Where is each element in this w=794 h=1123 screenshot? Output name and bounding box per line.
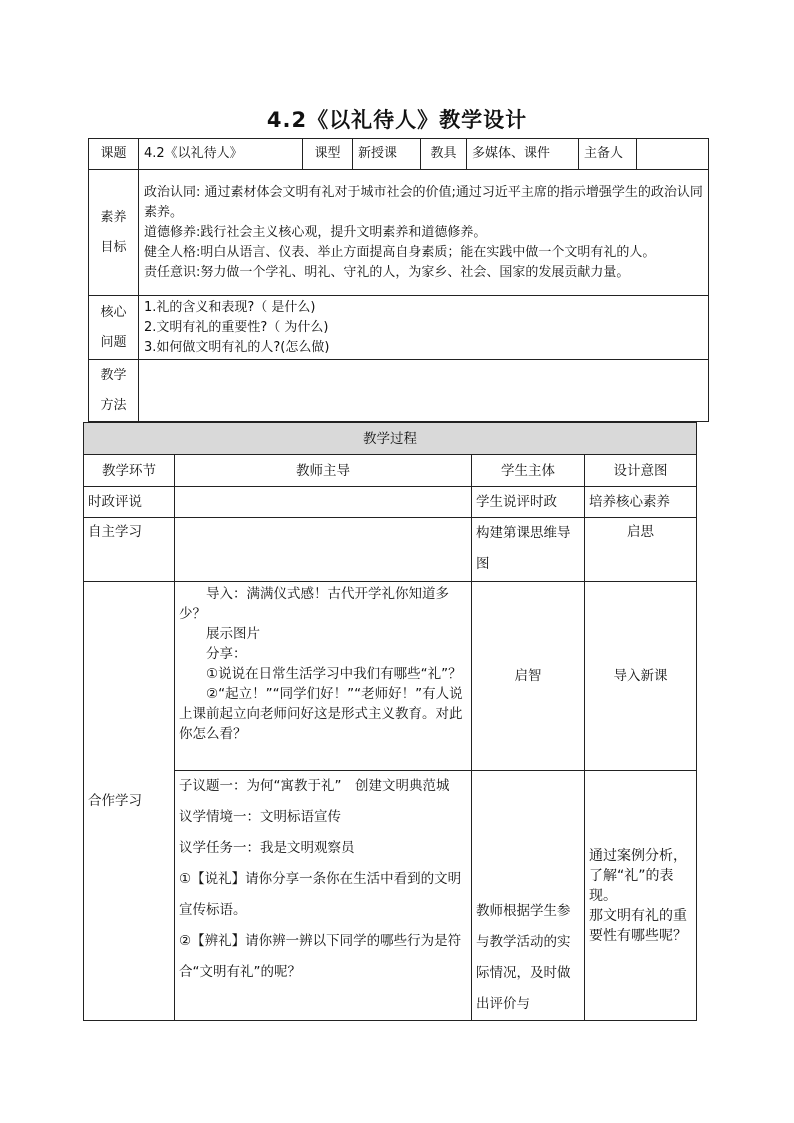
teacher-cell: [175, 487, 472, 518]
column-header: 学生主体: [472, 455, 585, 487]
core-line: 1.礼的含义和表现?（ 是什么): [144, 299, 316, 315]
intent-line: 那文明有礼的重要性有哪些呢？: [589, 907, 687, 944]
topic-label: 课题: [89, 139, 139, 170]
method-row: [89, 360, 709, 422]
goals-label: [89, 170, 139, 296]
intent-cell: 培养核心素养: [585, 487, 697, 518]
core-label-line: 核心: [100, 304, 127, 320]
core-line: 2.文明有礼的重要性?（ 为什么): [144, 319, 329, 335]
column-header: 教师主导: [175, 455, 472, 487]
type-value: 新授课: [353, 139, 421, 170]
core-line: 3.如何做文明有礼的人?(怎么做): [144, 339, 330, 355]
teacher-line: ①说说在日常生活学习中我们有哪些“礼”？: [206, 666, 462, 682]
method-label: [89, 360, 139, 422]
student-cell: 启智: [472, 582, 585, 771]
student-cell: 构建第课思维导图: [472, 518, 585, 582]
header-row: [89, 139, 709, 170]
goal-line: 责任意识:努力做一个学礼、明礼、守礼的人，为家乡、社会、国家的发展贡献力量。: [144, 264, 630, 280]
teacher-line: ②“起立！”“同学们好！”“老师好！”有人说上课前起立向老师问好这是形式主义教育。对此你怎么看？: [179, 686, 463, 742]
student-cell: 学生说评时政: [472, 487, 585, 518]
method-label-line: 教学: [100, 367, 127, 383]
goals-row: [89, 170, 709, 296]
intent-cell: 导入新课: [585, 582, 697, 771]
goal-line: 政治认同: 通过素材体会文明有礼对于城市社会的价值;通过习近平主席的指示增强学生的政治认同素养。: [144, 184, 703, 220]
intent-cell: 启思: [585, 518, 697, 582]
page-title: 4.2《以礼待人》教学设计: [266, 108, 528, 132]
teacher-cell: [175, 518, 472, 582]
stage-cell: 自主学习: [84, 518, 175, 582]
tools-label: 教具: [421, 139, 467, 170]
goals-label-line: 素养: [100, 209, 127, 225]
table-row: [84, 771, 697, 1021]
goal-line: 道德修养:践行社会主义核心观，提升文明素养和道德修养。: [144, 224, 487, 240]
lesson-info-table: [88, 138, 709, 422]
process-columns-row: [84, 455, 697, 487]
teacher-line: ①【说礼】请你分享一条你在生活中看到的文明宣传标语。: [179, 871, 462, 918]
topic-value: 4.2《以礼待人》: [139, 139, 303, 170]
teacher-line: 导入：满满仪式感！古代开学礼你知道多少？: [179, 586, 449, 622]
preparer-label: 主备人: [579, 139, 637, 170]
type-label: 课型: [303, 139, 353, 170]
method-label-line: 方法: [100, 397, 127, 413]
core-content: [139, 296, 709, 360]
process-heading-row: [84, 423, 697, 455]
teacher-cell: [175, 771, 472, 1021]
table-row: [84, 487, 697, 518]
teacher-cell: [175, 582, 472, 771]
table-row: [84, 582, 697, 771]
goals-content: [139, 170, 709, 296]
process-heading: 教学过程: [84, 423, 697, 455]
teacher-line: ②【辨礼】请你辨一辨以下同学的哪些行为是符合“文明有礼”的呢？: [179, 933, 462, 980]
table-row: [84, 518, 697, 582]
teacher-line: 分享：: [206, 646, 247, 662]
method-value: [139, 360, 709, 422]
process-table: [83, 422, 697, 1021]
teacher-line: 子议题一：为何“寓教于礼” 创建文明典范城: [179, 778, 450, 794]
core-row: [89, 296, 709, 360]
teacher-line: 议学情境一：文明标语宣传: [179, 809, 341, 825]
core-label-line: 问题: [100, 334, 127, 350]
goals-label-line: 目标: [100, 239, 127, 255]
goal-line: 健全人格:明白从语言、仪表、举止方面提高自身素质；能在实践中做一个文明有礼的人。: [144, 244, 656, 260]
core-label: [89, 296, 139, 360]
teacher-line: 展示图片: [206, 626, 260, 642]
intent-line: 通过案例分析，了解“礼”的表现。: [589, 847, 687, 904]
column-header: 设计意图: [585, 455, 697, 487]
stage-cell: 时政评说: [84, 487, 175, 518]
teacher-line: 议学任务一：我是文明观察员: [179, 840, 355, 856]
stage-cell: 合作学习: [84, 582, 175, 1021]
intent-cell: [585, 771, 697, 1021]
column-header: 教学环节: [84, 455, 175, 487]
tools-value: 多媒体、课件: [467, 139, 579, 170]
student-cell: 教师根据学生参与教学活动的实际情况，及时做出评价与: [472, 771, 585, 1021]
preparer-value: [637, 139, 709, 170]
